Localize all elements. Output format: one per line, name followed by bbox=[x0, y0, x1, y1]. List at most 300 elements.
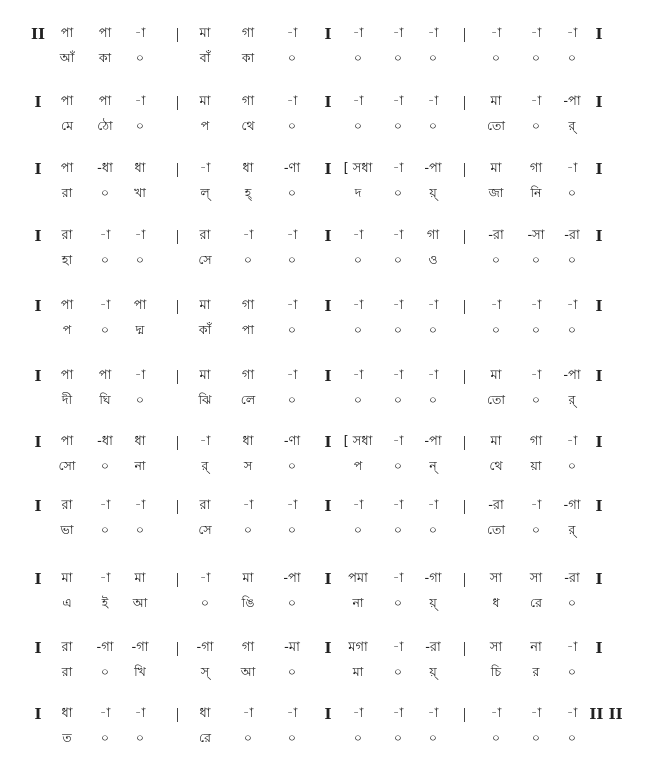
lyric-syllable: ধ bbox=[492, 595, 500, 610]
note: -া bbox=[286, 298, 298, 313]
lyric-syllable: ০ bbox=[135, 50, 145, 65]
note: মা bbox=[199, 26, 211, 41]
beat-divider bbox=[464, 708, 465, 722]
lyric-syllable: ০ bbox=[287, 50, 297, 65]
beat-divider bbox=[177, 708, 178, 722]
note: মা bbox=[490, 368, 502, 383]
note: ধা bbox=[242, 434, 254, 449]
start-barline: I bbox=[34, 227, 42, 245]
note: গা bbox=[241, 368, 255, 383]
middle-barline: I bbox=[324, 433, 332, 451]
middle-barline: I bbox=[324, 25, 332, 43]
lyric-syllable: ০ bbox=[353, 118, 363, 133]
start-barline: I bbox=[34, 433, 42, 451]
note: -া bbox=[530, 368, 542, 383]
lyric-syllable: রে bbox=[530, 595, 542, 610]
note: পা bbox=[60, 368, 74, 383]
lyric-syllable: ০ bbox=[491, 50, 501, 65]
lyric-syllable: ০ bbox=[491, 252, 501, 267]
note: পা bbox=[98, 368, 112, 383]
lyric-syllable: রা bbox=[61, 185, 73, 200]
lyric-syllable: ০ bbox=[393, 458, 403, 473]
lyric-syllable: চি bbox=[490, 664, 502, 679]
note: গা bbox=[529, 434, 543, 449]
notation-row bbox=[0, 22, 655, 65]
note: -া bbox=[99, 228, 111, 243]
lyric-syllable: ০ bbox=[243, 730, 253, 745]
note: -া bbox=[392, 640, 404, 655]
lyric-syllable: ই bbox=[101, 595, 109, 610]
lyric-syllable: য়া bbox=[530, 458, 542, 473]
lyric-syllable: ঠো bbox=[97, 118, 113, 133]
lyric-syllable: ০ bbox=[353, 322, 363, 337]
note: গা bbox=[241, 298, 255, 313]
lyric-syllable: ০ bbox=[353, 730, 363, 745]
lyric-syllable: র্ bbox=[201, 458, 209, 473]
beat-divider bbox=[464, 642, 465, 656]
beat-divider bbox=[464, 573, 465, 587]
note: ধা bbox=[134, 434, 146, 449]
start-barline: I bbox=[34, 297, 42, 315]
lyric-syllable: ০ bbox=[567, 50, 577, 65]
lyric-syllable: ০ bbox=[287, 730, 297, 745]
lyric-syllable: য়্ bbox=[429, 595, 437, 610]
lyric-syllable: ঙি bbox=[241, 595, 255, 610]
start-barline: I bbox=[34, 497, 42, 515]
note: -া bbox=[392, 298, 404, 313]
lyric-syllable: য়্ bbox=[429, 185, 437, 200]
lyric-syllable: বাঁ bbox=[199, 50, 211, 65]
lyric-syllable: ০ bbox=[491, 322, 501, 337]
note: -া bbox=[392, 94, 404, 109]
note: মা bbox=[199, 368, 211, 383]
note: রা bbox=[61, 640, 73, 655]
note: পা bbox=[60, 161, 74, 176]
note: ধা bbox=[61, 706, 73, 721]
lyric-syllable: ০ bbox=[100, 185, 110, 200]
note: -মা bbox=[284, 640, 300, 655]
lyric-syllable: ০ bbox=[428, 730, 438, 745]
end-barline: I bbox=[595, 25, 603, 43]
note: -রা bbox=[564, 571, 580, 586]
note: -া bbox=[392, 498, 404, 513]
lyric-syllable: ০ bbox=[243, 252, 253, 267]
note: -া bbox=[392, 434, 404, 449]
start-barline: II bbox=[30, 25, 46, 43]
lyric-syllable: ০ bbox=[287, 664, 297, 679]
note: -া bbox=[427, 26, 439, 41]
note: -া bbox=[566, 706, 578, 721]
lyric-syllable: ০ bbox=[100, 322, 110, 337]
note: -সা bbox=[527, 228, 545, 243]
lyric-syllable: খি bbox=[134, 664, 146, 679]
start-barline: I bbox=[34, 639, 42, 657]
note: -া bbox=[242, 706, 254, 721]
lyric-syllable: জা bbox=[488, 185, 504, 200]
lyric-syllable: ০ bbox=[353, 522, 363, 537]
lyric-syllable: ০ bbox=[287, 185, 297, 200]
note: -া bbox=[286, 706, 298, 721]
note: মা bbox=[199, 94, 211, 109]
lyric-syllable: ০ bbox=[428, 118, 438, 133]
lyric-syllable: ০ bbox=[100, 730, 110, 745]
lyric-syllable: ০ bbox=[393, 522, 403, 537]
lyric-syllable: মা bbox=[352, 664, 364, 679]
notation-row bbox=[0, 294, 655, 337]
lyric-syllable: আঁ bbox=[59, 50, 75, 65]
lyric-syllable: ০ bbox=[428, 392, 438, 407]
note: -গা bbox=[96, 640, 114, 655]
note: -া bbox=[530, 26, 542, 41]
notation-row bbox=[0, 702, 655, 745]
note: -া bbox=[490, 298, 502, 313]
note: রা bbox=[199, 498, 211, 513]
beat-divider bbox=[464, 28, 465, 42]
end-barline: I bbox=[595, 367, 603, 385]
note: -া bbox=[134, 94, 146, 109]
lyric-syllable: ০ bbox=[428, 50, 438, 65]
beat-divider bbox=[177, 300, 178, 314]
note: -ধা bbox=[97, 434, 113, 449]
lyric-syllable: ০ bbox=[135, 392, 145, 407]
end-barline: I bbox=[595, 160, 603, 178]
lyric-syllable: ০ bbox=[531, 730, 541, 745]
note: সা bbox=[529, 571, 543, 586]
lyric-syllable: ০ bbox=[353, 252, 363, 267]
beat-divider bbox=[464, 370, 465, 384]
note: -া bbox=[99, 706, 111, 721]
note: -া bbox=[392, 161, 404, 176]
note: মা bbox=[490, 434, 502, 449]
note: -রা bbox=[488, 498, 504, 513]
lyric-syllable: ভা bbox=[60, 522, 74, 537]
note: -া bbox=[352, 498, 364, 513]
note: -া bbox=[199, 434, 211, 449]
lyric-syllable: র bbox=[532, 664, 540, 679]
note: রা bbox=[61, 498, 73, 513]
note: গা bbox=[241, 640, 255, 655]
note: -া bbox=[566, 298, 578, 313]
note: ধা bbox=[134, 161, 146, 176]
beat-divider bbox=[177, 500, 178, 514]
end-barline: I bbox=[595, 93, 603, 111]
start-barline: I bbox=[34, 570, 42, 588]
note: সা bbox=[489, 571, 503, 586]
lyric-syllable: স bbox=[243, 458, 253, 473]
lyric-syllable: ও bbox=[428, 252, 438, 267]
lyric-syllable: পা bbox=[241, 322, 255, 337]
note: -রা bbox=[425, 640, 441, 655]
lyric-syllable: ০ bbox=[135, 522, 145, 537]
lyric-syllable: ০ bbox=[531, 50, 541, 65]
beat-divider bbox=[464, 96, 465, 110]
lyric-syllable: হ্ bbox=[244, 185, 252, 200]
lyric-syllable: য়্ bbox=[429, 664, 437, 679]
note: -া bbox=[352, 298, 364, 313]
middle-barline: I bbox=[324, 93, 332, 111]
lyric-syllable: কা bbox=[241, 50, 255, 65]
lyric-syllable: থে bbox=[241, 118, 255, 133]
lyric-syllable: ০ bbox=[393, 664, 403, 679]
lyric-syllable: ০ bbox=[567, 595, 577, 610]
middle-barline: I bbox=[324, 705, 332, 723]
note: -া bbox=[286, 94, 298, 109]
end-barline: I bbox=[595, 639, 603, 657]
start-barline: I bbox=[34, 93, 42, 111]
beat-divider bbox=[464, 230, 465, 244]
note: না bbox=[530, 640, 542, 655]
lyric-syllable: ঘি bbox=[99, 392, 111, 407]
lyric-syllable: ০ bbox=[393, 392, 403, 407]
note: রা bbox=[61, 228, 73, 243]
note: -া bbox=[427, 368, 439, 383]
note: -া bbox=[352, 26, 364, 41]
lyric-syllable: ০ bbox=[393, 322, 403, 337]
note: -া bbox=[490, 706, 502, 721]
lyric-syllable: তো bbox=[486, 522, 506, 537]
lyric-syllable: ল্ bbox=[200, 185, 210, 200]
note: পা bbox=[60, 94, 74, 109]
note: মা bbox=[134, 571, 146, 586]
note: -া bbox=[392, 228, 404, 243]
lyric-syllable: ০ bbox=[100, 458, 110, 473]
lyric-syllable: ০ bbox=[567, 730, 577, 745]
middle-barline: I bbox=[324, 160, 332, 178]
beat-divider bbox=[177, 642, 178, 656]
note: -া bbox=[134, 706, 146, 721]
note: পা bbox=[98, 94, 112, 109]
note: [ সধা bbox=[343, 161, 373, 176]
lyric-syllable: ০ bbox=[393, 50, 403, 65]
lyric-syllable: ০ bbox=[567, 322, 577, 337]
beat-divider bbox=[177, 370, 178, 384]
beat-divider bbox=[177, 436, 178, 450]
note: -পা bbox=[563, 368, 581, 383]
lyric-syllable: র্ bbox=[568, 522, 576, 537]
notation-row bbox=[0, 636, 655, 679]
lyric-syllable: না bbox=[352, 595, 364, 610]
lyric-syllable: ০ bbox=[200, 595, 210, 610]
note: -ণা bbox=[283, 434, 301, 449]
beat-divider bbox=[177, 163, 178, 177]
start-barline: I bbox=[34, 705, 42, 723]
middle-barline: I bbox=[324, 297, 332, 315]
lyric-syllable: তো bbox=[486, 392, 506, 407]
beat-divider bbox=[177, 573, 178, 587]
note: মগা bbox=[348, 640, 368, 655]
note: [ সধা bbox=[343, 434, 373, 449]
note: রা bbox=[199, 228, 211, 243]
lyric-syllable: ০ bbox=[287, 458, 297, 473]
notation-row bbox=[0, 157, 655, 200]
lyric-syllable: ০ bbox=[287, 595, 297, 610]
lyric-syllable: ০ bbox=[243, 522, 253, 537]
lyric-syllable: প bbox=[353, 458, 363, 473]
note: ধা bbox=[242, 161, 254, 176]
middle-barline: I bbox=[324, 639, 332, 657]
note: -া bbox=[134, 368, 146, 383]
lyric-syllable: সে bbox=[198, 522, 212, 537]
note: -া bbox=[530, 498, 542, 513]
note: -া bbox=[134, 26, 146, 41]
lyric-syllable: ০ bbox=[393, 595, 403, 610]
lyric-syllable: আ bbox=[240, 664, 256, 679]
note: গা bbox=[241, 94, 255, 109]
lyric-syllable: ত bbox=[62, 730, 72, 745]
lyric-syllable: কা bbox=[98, 50, 112, 65]
lyric-syllable: প bbox=[62, 322, 72, 337]
note: -া bbox=[530, 94, 542, 109]
lyric-syllable: সে bbox=[198, 252, 212, 267]
note: -া bbox=[427, 706, 439, 721]
note: -গা bbox=[131, 640, 149, 655]
end-barline: I bbox=[595, 297, 603, 315]
lyric-syllable: আ bbox=[132, 595, 148, 610]
note: -া bbox=[99, 498, 111, 513]
note: -পা bbox=[424, 434, 442, 449]
end-barline: I bbox=[595, 570, 603, 588]
lyric-syllable: রে bbox=[199, 730, 211, 745]
note: -া bbox=[530, 298, 542, 313]
end-barline: I bbox=[595, 497, 603, 515]
note: -া bbox=[566, 161, 578, 176]
lyric-syllable: হা bbox=[61, 252, 73, 267]
lyric-syllable: ০ bbox=[353, 392, 363, 407]
note: -পা bbox=[283, 571, 301, 586]
beat-divider bbox=[177, 28, 178, 42]
beat-divider bbox=[464, 300, 465, 314]
lyric-syllable: রা bbox=[61, 664, 73, 679]
note: -পা bbox=[563, 94, 581, 109]
note: -া bbox=[352, 228, 364, 243]
note: -া bbox=[286, 498, 298, 513]
lyric-syllable: ০ bbox=[531, 118, 541, 133]
beat-divider bbox=[464, 163, 465, 177]
note: -ণা bbox=[283, 161, 301, 176]
lyric-syllable: ০ bbox=[393, 252, 403, 267]
note: ধা bbox=[199, 706, 211, 721]
note: -া bbox=[199, 571, 211, 586]
note: -া bbox=[566, 434, 578, 449]
lyric-syllable: ন্ bbox=[429, 458, 437, 473]
lyric-syllable: স্ bbox=[200, 664, 210, 679]
notation-row bbox=[0, 567, 655, 610]
note: -া bbox=[286, 228, 298, 243]
lyric-syllable: তো bbox=[486, 118, 506, 133]
lyric-syllable: ০ bbox=[135, 118, 145, 133]
lyric-syllable: ০ bbox=[567, 185, 577, 200]
lyric-syllable: র্ bbox=[568, 392, 576, 407]
note: -া bbox=[392, 368, 404, 383]
note: -া bbox=[352, 94, 364, 109]
lyric-syllable: ০ bbox=[567, 664, 577, 679]
note: -া bbox=[352, 368, 364, 383]
lyric-syllable: ০ bbox=[531, 322, 541, 337]
note: -া bbox=[427, 498, 439, 513]
lyric-syllable: নি bbox=[530, 185, 542, 200]
note: মা bbox=[242, 571, 254, 586]
lyric-syllable: লে bbox=[240, 392, 256, 407]
lyric-syllable: ০ bbox=[393, 118, 403, 133]
lyric-syllable: র্ bbox=[568, 118, 576, 133]
note: -া bbox=[99, 571, 111, 586]
end-barline: I bbox=[595, 227, 603, 245]
note: গা bbox=[426, 228, 440, 243]
note: -া bbox=[427, 94, 439, 109]
lyric-syllable: খা bbox=[134, 185, 146, 200]
middle-barline: I bbox=[324, 367, 332, 385]
note: পা bbox=[133, 298, 147, 313]
lyric-syllable: ঝি bbox=[198, 392, 212, 407]
notation-row bbox=[0, 494, 655, 537]
note: -া bbox=[199, 161, 211, 176]
lyric-syllable: ০ bbox=[100, 252, 110, 267]
note: -পা bbox=[424, 161, 442, 176]
middle-barline: I bbox=[324, 227, 332, 245]
note: গা bbox=[241, 26, 255, 41]
beat-divider bbox=[464, 436, 465, 450]
beat-divider bbox=[177, 96, 178, 110]
note: -া bbox=[134, 498, 146, 513]
lyric-syllable: ০ bbox=[428, 322, 438, 337]
note: -া bbox=[99, 298, 111, 313]
beat-divider bbox=[177, 230, 178, 244]
note: মা bbox=[490, 161, 502, 176]
lyric-syllable: ০ bbox=[287, 252, 297, 267]
lyric-syllable: ০ bbox=[287, 392, 297, 407]
lyric-syllable: ০ bbox=[393, 730, 403, 745]
note: -গা bbox=[563, 498, 581, 513]
lyric-syllable: ০ bbox=[531, 252, 541, 267]
note: -া bbox=[242, 228, 254, 243]
middle-barline: I bbox=[324, 570, 332, 588]
note: মা bbox=[61, 571, 73, 586]
lyric-syllable: ০ bbox=[428, 522, 438, 537]
lyric-syllable: ০ bbox=[100, 522, 110, 537]
note: -া bbox=[392, 26, 404, 41]
lyric-syllable: ০ bbox=[567, 252, 577, 267]
lyric-syllable: ০ bbox=[287, 118, 297, 133]
lyric-syllable: ০ bbox=[135, 252, 145, 267]
lyric-syllable: ০ bbox=[100, 664, 110, 679]
note: -গা bbox=[196, 640, 214, 655]
lyric-syllable: দী bbox=[61, 392, 73, 407]
note: -রা bbox=[488, 228, 504, 243]
end-barline: II II bbox=[589, 705, 623, 723]
lyric-syllable: মে bbox=[60, 118, 74, 133]
note: -া bbox=[530, 706, 542, 721]
beat-divider bbox=[464, 500, 465, 514]
note: মা bbox=[490, 94, 502, 109]
note: -া bbox=[566, 640, 578, 655]
note: পা bbox=[60, 26, 74, 41]
lyric-syllable: ০ bbox=[287, 322, 297, 337]
lyric-syllable: এ bbox=[62, 595, 72, 610]
lyric-syllable: না bbox=[134, 458, 146, 473]
middle-barline: I bbox=[324, 497, 332, 515]
note: -া bbox=[134, 228, 146, 243]
lyric-syllable: ০ bbox=[491, 730, 501, 745]
end-barline: I bbox=[595, 433, 603, 451]
start-barline: I bbox=[34, 367, 42, 385]
notation-row bbox=[0, 90, 655, 133]
lyric-syllable: প bbox=[200, 118, 210, 133]
lyric-syllable: থে bbox=[489, 458, 503, 473]
lyric-syllable: ০ bbox=[531, 392, 541, 407]
lyric-syllable: ০ bbox=[353, 50, 363, 65]
lyric-syllable: সো bbox=[58, 458, 76, 473]
notation-row bbox=[0, 430, 655, 473]
